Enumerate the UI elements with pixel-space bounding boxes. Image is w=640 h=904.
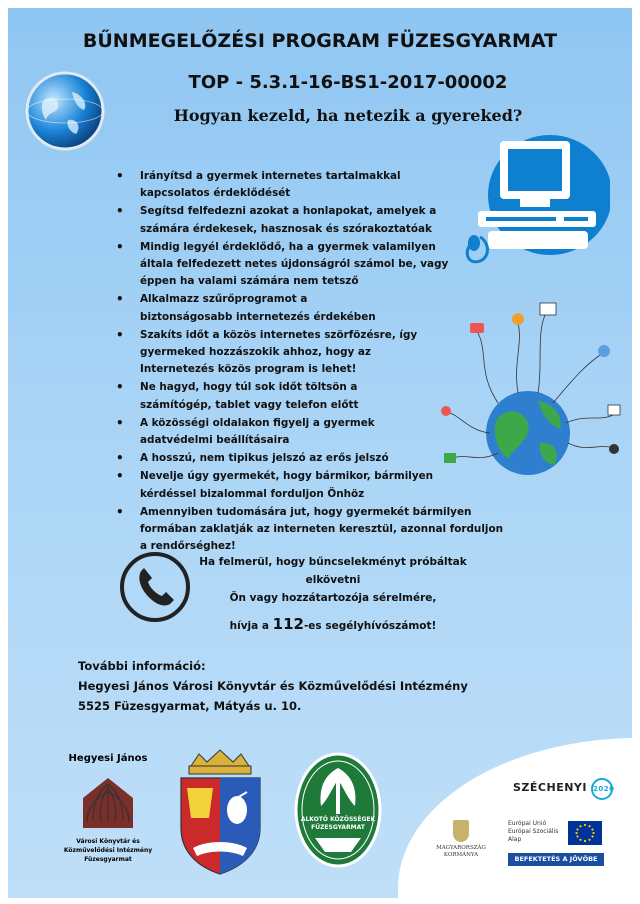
tip-item: • A közösségi oldalakon figyelj a gyermek adatvédelmi beállításaira	[126, 415, 426, 449]
crest-icon	[453, 820, 469, 842]
library-logo	[58, 753, 158, 873]
tip-item: • Amennyiben tudomására jut, hogy gyermekét bármilyen formában zaklatják az interneten keresztül, azonnal forduljon a rendőrséghez!	[126, 504, 506, 556]
poster-subtitle: Hogyan kezeld, ha netezik a gyereked?	[173, 106, 523, 125]
eu-line-3: Alap	[508, 836, 522, 843]
tip-item: • Ne hagyd, hogy túl sok időt töltsön a számítógép, tablet vagy telefon előtt	[126, 379, 366, 413]
tip-item: • Mindig legyél érdeklődő, ha a gyermek valamilyen általa felfedezett netes újdonságról számol be, vagy éppen ha valami számára nem tetsző	[126, 239, 451, 291]
emergency-line-2: Ön vagy hozzátartozója sérelmére,	[229, 592, 437, 604]
szechenyi-year: 2020	[591, 778, 613, 800]
emergency-number: 112	[272, 615, 304, 633]
tip-item: • Segítsd felfedezni azokat a honlapokat, amelyek a számára érdekesek, hasznosak és szórakoztatóak	[126, 203, 446, 237]
emblem-line-2: FÜZESGYARMAT	[311, 824, 365, 831]
tip-item: • A hosszú, nem tipikus jelszó az erős jelszó	[126, 450, 426, 467]
government-logo	[426, 820, 496, 859]
gov-line-2: KORMÁNYA	[443, 852, 479, 858]
library-logo-sub3: Füzesgyarmat	[84, 856, 132, 863]
info-institution: Hegyesi János Városi Könyvtár és Közművelődési Intézmény	[78, 679, 468, 693]
invest-banner: BEFEKTETÉS A JÖVŐBE	[508, 853, 604, 866]
library-logo-sub2: Közművelődési Intézmény	[63, 847, 153, 854]
emergency-post: -es segélyhívószámot!	[303, 620, 437, 632]
tip-item: • Nevelje úgy gyermekét, hogy bármikor, bármilyen kérdéssel bizalommal forduljon Önhöz	[126, 468, 471, 502]
tip-item: • Irányítsd a gyermek internetes tartalmakkal kapcsolatos érdeklődését	[126, 168, 456, 202]
community-emblem	[293, 750, 383, 870]
eu-text	[508, 820, 558, 844]
library-logo-sub1: Városi Könyvtár és	[76, 838, 140, 845]
emergency-pre: hívja a	[229, 620, 273, 632]
poster-title: BŰNMEGELŐZÉSI PROGRAM FÜZESGYARMAT	[82, 30, 558, 52]
eu-line-2: Európai Szociális	[508, 828, 559, 835]
info-address: 5525 Füzesgyarmat, Mátyás u. 10.	[78, 699, 302, 713]
project-code: TOP - 5.3.1-16-BS1-2017-00002	[188, 72, 508, 93]
funding-panel	[398, 738, 632, 898]
emergency-line-1: Ha felmerül, hogy bűncselekményt próbáltak elkövetni	[199, 556, 467, 586]
emergency-line-3	[198, 615, 468, 635]
tip-item: • Szakíts időt a közös internetes szörfözésre, így gyermeked hozzászokik ahhoz, hogy az Internetezés közös program is lehet!	[126, 327, 446, 379]
emblem-line-1: ALKOTÓ KÖZÖSSÉGEK	[300, 816, 376, 823]
info-heading: További információ:	[78, 659, 206, 673]
eu-flag-icon	[568, 821, 602, 845]
globe-icon	[24, 70, 106, 152]
eu-line-1: Európai Unió	[508, 820, 547, 827]
emergency-notice	[198, 553, 468, 635]
library-logo-name: Hegyesi János	[68, 753, 148, 764]
szechenyi-logo	[513, 778, 613, 800]
gov-line-1: MAGYARORSZÁG	[436, 845, 486, 851]
szechenyi-label: SZÉCHENYI	[513, 781, 587, 794]
library-tree-icon	[73, 770, 143, 832]
phone-icon	[118, 550, 192, 624]
poster	[8, 8, 632, 898]
tip-item: • Alkalmazz szűrőprogramot a biztonságosabb internetezés érdekében	[126, 291, 391, 325]
coat-of-arms	[173, 748, 268, 878]
connected-world-illustration	[428, 293, 628, 483]
contact-info	[78, 656, 468, 716]
